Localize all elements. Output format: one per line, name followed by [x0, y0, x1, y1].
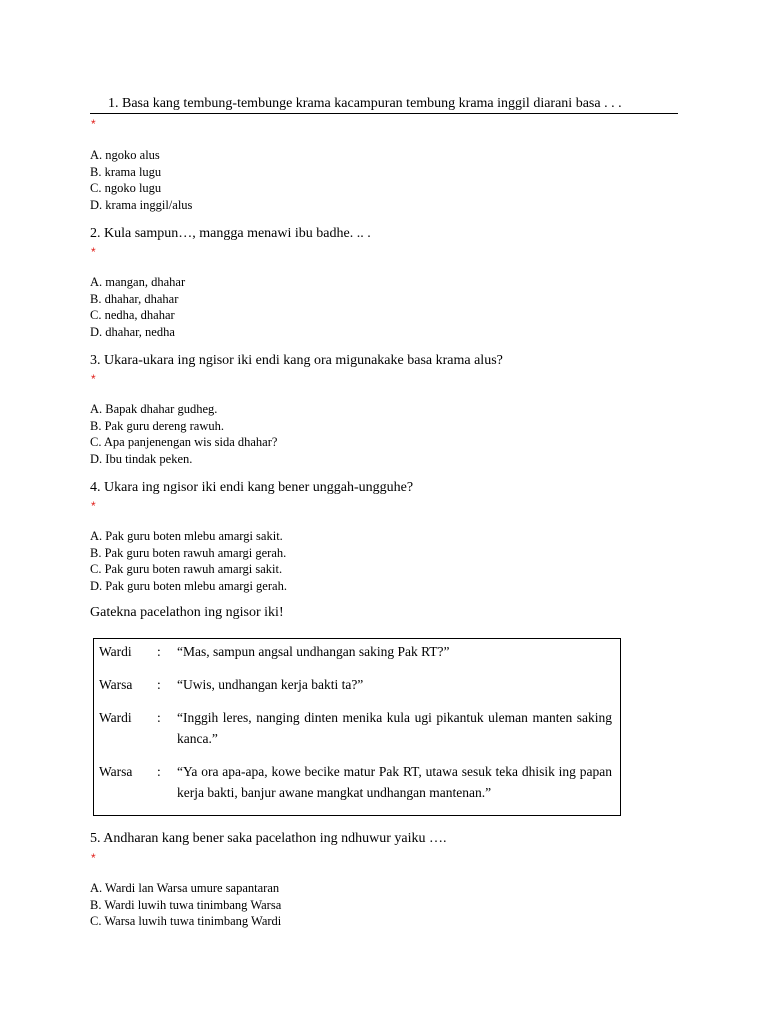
- dialog-text: “Mas, sampun angsal undhangan saking Pak RT?”: [177, 644, 450, 659]
- dialog-speaker: Wardi: [99, 644, 132, 659]
- option[interactable]: A. Wardi lan Warsa umure sapantaran: [90, 881, 280, 895]
- question-5-title: 5. Andharan kang bener saka pacelathon ing ndhuwur yaiku ….: [90, 831, 447, 846]
- option[interactable]: C. Apa panjenengan wis sida dhahar?: [90, 435, 278, 450]
- option[interactable]: D. dhahar, nedha: [90, 324, 175, 339]
- option[interactable]: B. Wardi luwih tuwa tinimbang Warsa: [90, 897, 282, 912]
- dialog-colon: :: [157, 677, 161, 692]
- question-3-options: [90, 401, 277, 467]
- question-3-title: 3. Ukara-ukara ing ngisor iki endi kang ora migunakake basa krama alus?: [90, 353, 503, 368]
- option[interactable]: C. Warsa luwih tuwa tinimbang Wardi: [90, 914, 282, 929]
- required-mark: *: [91, 851, 96, 865]
- question-1-options: [90, 147, 192, 213]
- question-2-options: [90, 274, 185, 340]
- dialog-text: “Ya ora apa-apa, kowe becike matur Pak RT, utawa sesuk teka dhisik ing papan kerja bakti, banjur awane mangkat undhangan mantenan.”: [177, 764, 612, 800]
- question-4-options: [90, 528, 287, 594]
- option[interactable]: B. krama lugu: [90, 164, 162, 179]
- dialog-box: [93, 638, 621, 816]
- option[interactable]: B. Pak guru dereng rawuh.: [90, 418, 224, 433]
- required-mark: *: [91, 245, 96, 259]
- option[interactable]: B. dhahar, dhahar: [90, 291, 179, 306]
- dialog-intro: Gatekna pacelathon ing ngisor iki!: [90, 605, 284, 620]
- required-mark: *: [91, 499, 96, 513]
- question-5-options: [90, 880, 281, 930]
- option[interactable]: B. Pak guru boten rawuh amargi gerah.: [90, 545, 287, 560]
- dialog-text: “Uwis, undhangan kerja bakti ta?”: [177, 677, 364, 692]
- dialog-speaker: Warsa: [99, 764, 133, 779]
- option[interactable]: C. nedha, dhahar: [90, 308, 175, 323]
- required-mark: *: [91, 372, 96, 386]
- option[interactable]: D. krama inggil/alus: [90, 197, 193, 212]
- option[interactable]: C. Pak guru boten rawuh amargi sakit.: [90, 562, 283, 577]
- option[interactable]: A. Bapak dhahar gudheg.: [90, 402, 218, 416]
- option[interactable]: A. mangan, dhahar: [90, 275, 186, 289]
- option[interactable]: D. Pak guru boten mlebu amargi gerah.: [90, 578, 287, 593]
- dialog-colon: :: [157, 644, 161, 659]
- question-2-title: 2. Kula sampun…, mangga menawi ibu badhe. .. .: [90, 226, 371, 241]
- dialog-colon: :: [157, 764, 161, 779]
- option[interactable]: C. ngoko lugu: [90, 181, 162, 196]
- dialog-text: “Inggih leres, nanging dinten menika kula ugi pikantuk uleman manten saking kanca.”: [177, 710, 612, 746]
- dialog-speaker: Warsa: [99, 677, 133, 692]
- option[interactable]: A. ngoko alus: [90, 148, 160, 162]
- question-4-title: 4. Ukara ing ngisor iki endi kang bener unggah-ungguhe?: [90, 480, 414, 495]
- dialog-speaker: Wardi: [99, 710, 132, 725]
- dialog-colon: :: [157, 710, 161, 725]
- required-mark: *: [91, 117, 96, 131]
- option[interactable]: A. Pak guru boten mlebu amargi sakit.: [90, 529, 283, 543]
- question-1-title: 1. Basa kang tembung-tembunge krama kacampuran tembung krama inggil diarani basa . . .: [90, 95, 678, 114]
- option[interactable]: D. Ibu tindak peken.: [90, 451, 193, 466]
